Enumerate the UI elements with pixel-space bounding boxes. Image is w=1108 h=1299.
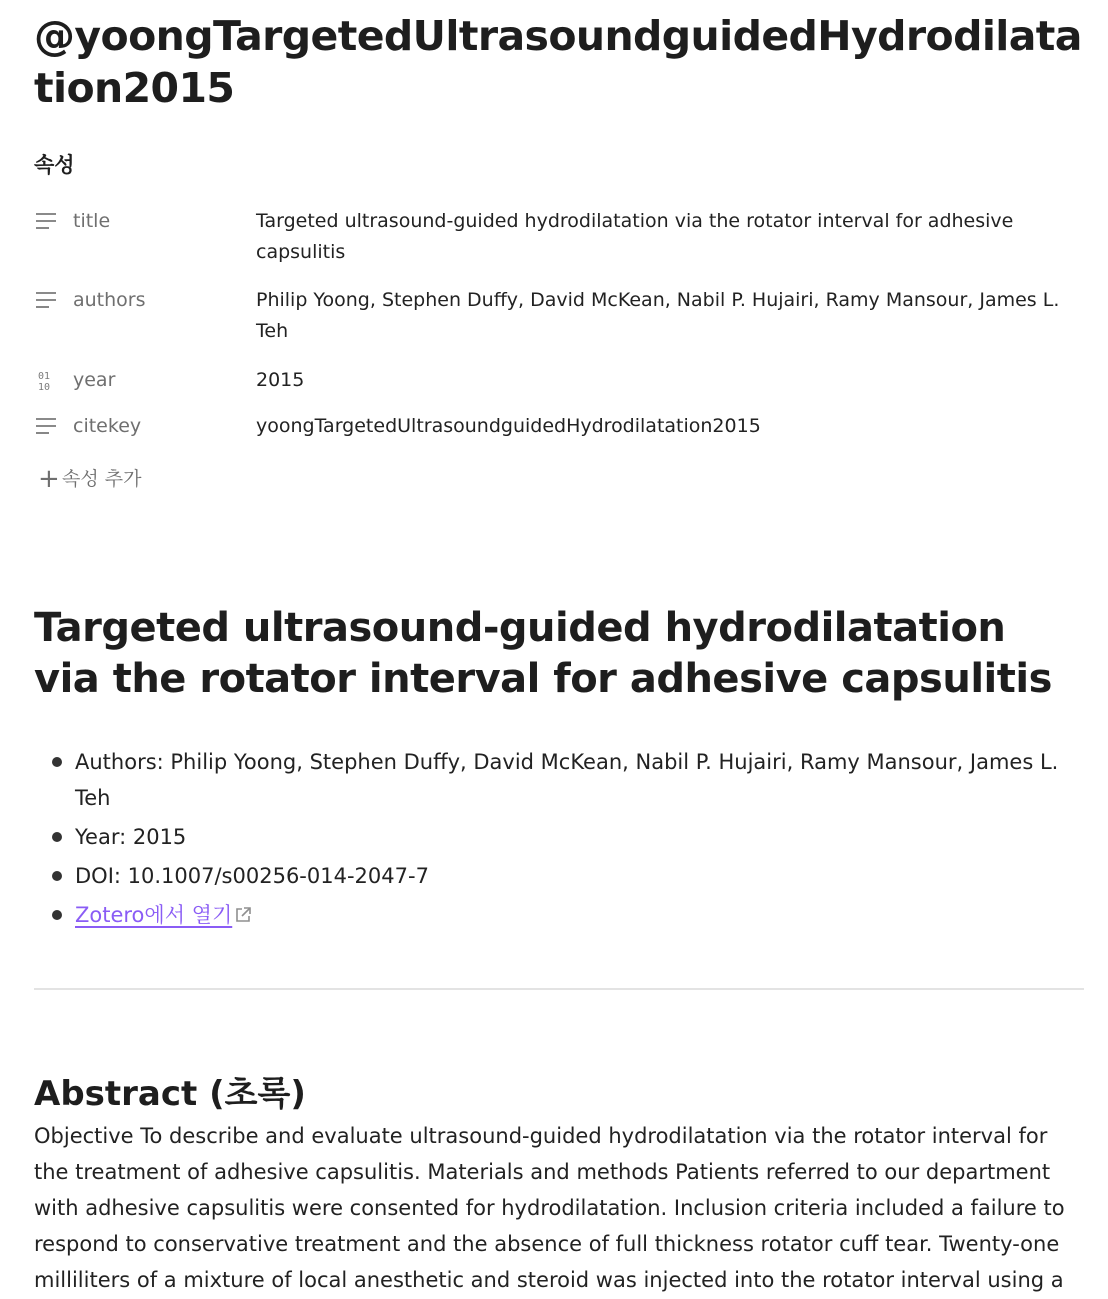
- list-item: [34, 819, 1084, 855]
- add-property-label: 속성 추가: [62, 468, 142, 490]
- property-key: authors: [73, 289, 146, 311]
- text-lines-icon: [34, 415, 60, 437]
- horizontal-divider: [34, 988, 1084, 990]
- plus-icon: +: [38, 464, 60, 494]
- zotero-link[interactable]: Zotero에서 열기: [75, 903, 233, 927]
- list-item: [34, 897, 1084, 933]
- authors-line: Authors: Philip Yoong, Stephen Duffy, David McKean, Nabil P. Hujairi, Ramy Mansour, James L. Teh: [75, 750, 1059, 810]
- abstract-heading: Abstract (초록): [34, 1074, 306, 1114]
- property-value[interactable]: yoongTargetedUltrasoundguidedHydrodilatation2015: [256, 415, 761, 437]
- property-key: citekey: [73, 415, 142, 437]
- svg-text:10: 10: [38, 382, 51, 393]
- properties-heading[interactable]: 속성: [34, 153, 75, 177]
- svg-text:01: 01: [38, 371, 51, 382]
- number-icon: [34, 369, 60, 391]
- list-item: [34, 744, 1084, 816]
- year-line: Year: 2015: [75, 825, 187, 849]
- list-item: [34, 858, 1084, 894]
- property-row-citekey[interactable]: [34, 415, 1084, 443]
- article-heading: Targeted ultrasound-guided hydrodilatation via the rotator interval for adhesive capsulitis: [34, 605, 1052, 702]
- external-link-icon[interactable]: [234, 899, 252, 917]
- abstract-text: Objective To describe and evaluate ultrasound-guided hydrodilatation via the rotator interval for the treatment of adhesive capsulitis. Materials and methods Patients referred to our department with adhesive capsulitis were consented for hydrodilatation. Inclusion criteria included a failure to respond to conservative treatment and the absence of full thickness rotator cuff tear. Twenty-one milliliters of a mixture of local anesthetic and steroid was injected into the rotator interval using a: [34, 1124, 1065, 1292]
- add-property-button[interactable]: [38, 465, 141, 493]
- property-key: year: [73, 369, 116, 391]
- property-value[interactable]: Targeted ultrasound-guided hydrodilatation via the rotator interval for adhesive capsulitis: [256, 210, 1014, 263]
- text-lines-icon: [34, 210, 60, 232]
- property-value[interactable]: 2015: [256, 369, 305, 391]
- property-row-year[interactable]: [34, 369, 1084, 397]
- metadata-list: [34, 744, 1084, 936]
- bullet-icon: [52, 757, 62, 767]
- text-lines-icon: [34, 289, 60, 311]
- property-key: title: [73, 210, 111, 232]
- note-title[interactable]: @yoongTargetedUltrasoundguidedHydrodilatation2015: [34, 12, 1082, 112]
- doi-line: DOI: 10.1007/s00256-014-2047-7: [75, 864, 429, 888]
- bullet-icon: [52, 871, 62, 881]
- bullet-icon: [52, 910, 62, 920]
- property-row-authors[interactable]: [34, 289, 1084, 349]
- property-row-title[interactable]: [34, 210, 1084, 270]
- bullet-icon: [52, 832, 62, 842]
- property-value[interactable]: Philip Yoong, Stephen Duffy, David McKean, Nabil P. Hujairi, Ramy Mansour, James L. Teh: [256, 289, 1060, 342]
